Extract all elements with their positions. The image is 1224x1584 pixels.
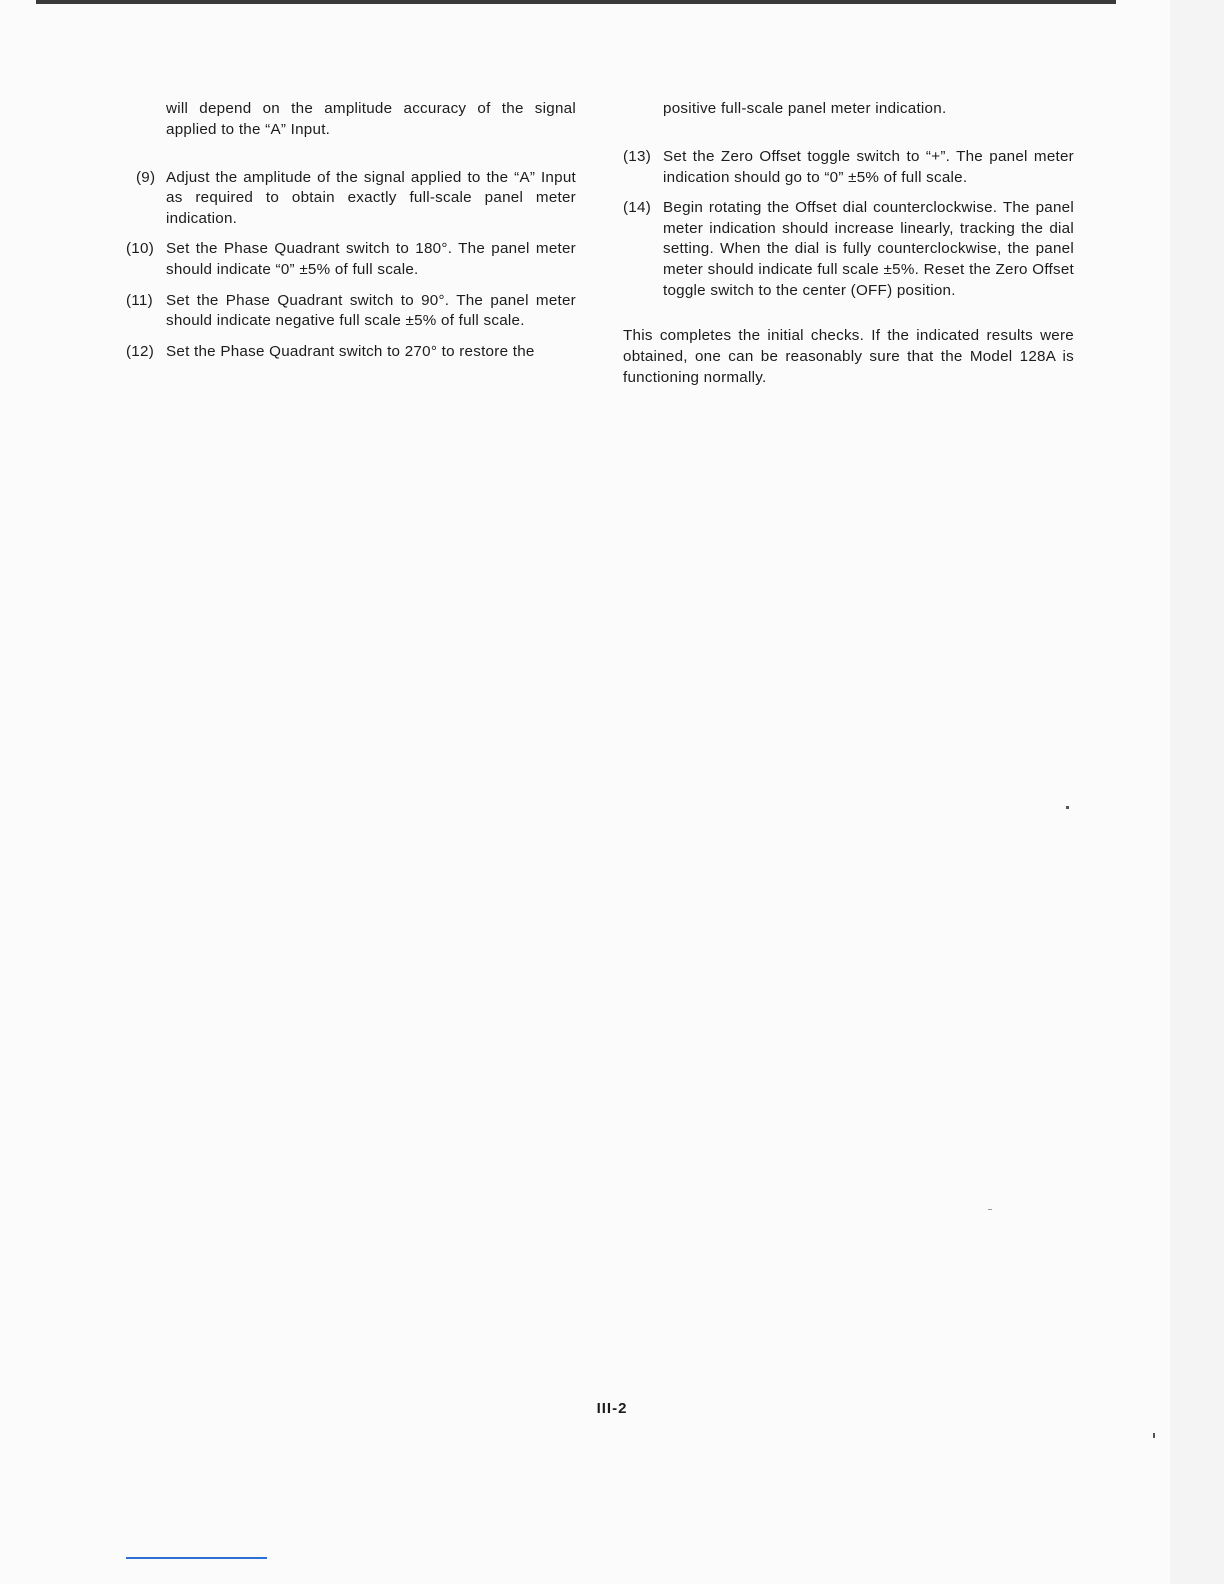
step-12 bbox=[126, 342, 576, 363]
continuation-paragraph: positive full-scale panel meter indication. bbox=[663, 100, 947, 118]
step-number: (10) bbox=[126, 240, 155, 258]
step-10 bbox=[126, 239, 576, 280]
scan-speck bbox=[1066, 806, 1069, 809]
intro-paragraph: will depend on the amplitude accuracy of the signal applied to the “A” Input. bbox=[166, 100, 576, 138]
step-text: Begin rotating the Offset dial counterclockwise. The panel meter indication should increase linearly, tracking the dial setting. When the dial is fully counterclockwise, the panel meter should indicate full scale ±5%. Reset the Zero Offset toggle switch to the center (OFF) position. bbox=[663, 199, 1074, 299]
step-number: (14) bbox=[623, 199, 652, 217]
step-text: Set the Zero Offset toggle switch to “+”. The panel meter indication should go to “0” ±5% of full scale. bbox=[663, 147, 1074, 186]
step-text: Set the Phase Quadrant switch to 90°. The panel meter should indicate negative full scale ±5% of full scale. bbox=[166, 291, 576, 330]
step-number: (12) bbox=[126, 342, 155, 360]
step-number: (9) bbox=[136, 168, 156, 186]
step-text: Set the Phase Quadrant switch to 180°. The panel meter should indicate “0” ±5% of full scale. bbox=[166, 240, 576, 278]
step-number: (11) bbox=[126, 291, 153, 309]
scan-edge bbox=[1170, 0, 1224, 1584]
scan-speck bbox=[1153, 1433, 1155, 1438]
left-column bbox=[126, 84, 576, 362]
closing-paragraph: This completes the initial checks. If the indicated results were obtained, one can be reasonably sure that the Model 128A is functioning normally. bbox=[623, 327, 1074, 386]
step-number: (13) bbox=[623, 147, 652, 165]
step-text: Adjust the amplitude of the signal applied to the “A” Input as required to obtain exactly full-scale panel meter indication. bbox=[166, 168, 576, 227]
scan-speck bbox=[988, 1209, 992, 1210]
step-14 bbox=[623, 198, 1074, 301]
step-9 bbox=[126, 168, 576, 230]
step-13 bbox=[623, 147, 1074, 188]
page-number: III-2 bbox=[596, 1400, 628, 1417]
footer-rule bbox=[126, 1557, 267, 1559]
step-11 bbox=[126, 291, 576, 332]
right-column bbox=[623, 84, 1074, 403]
step-text: Set the Phase Quadrant switch to 270° to restore the bbox=[166, 342, 535, 360]
top-rule bbox=[36, 0, 1116, 4]
